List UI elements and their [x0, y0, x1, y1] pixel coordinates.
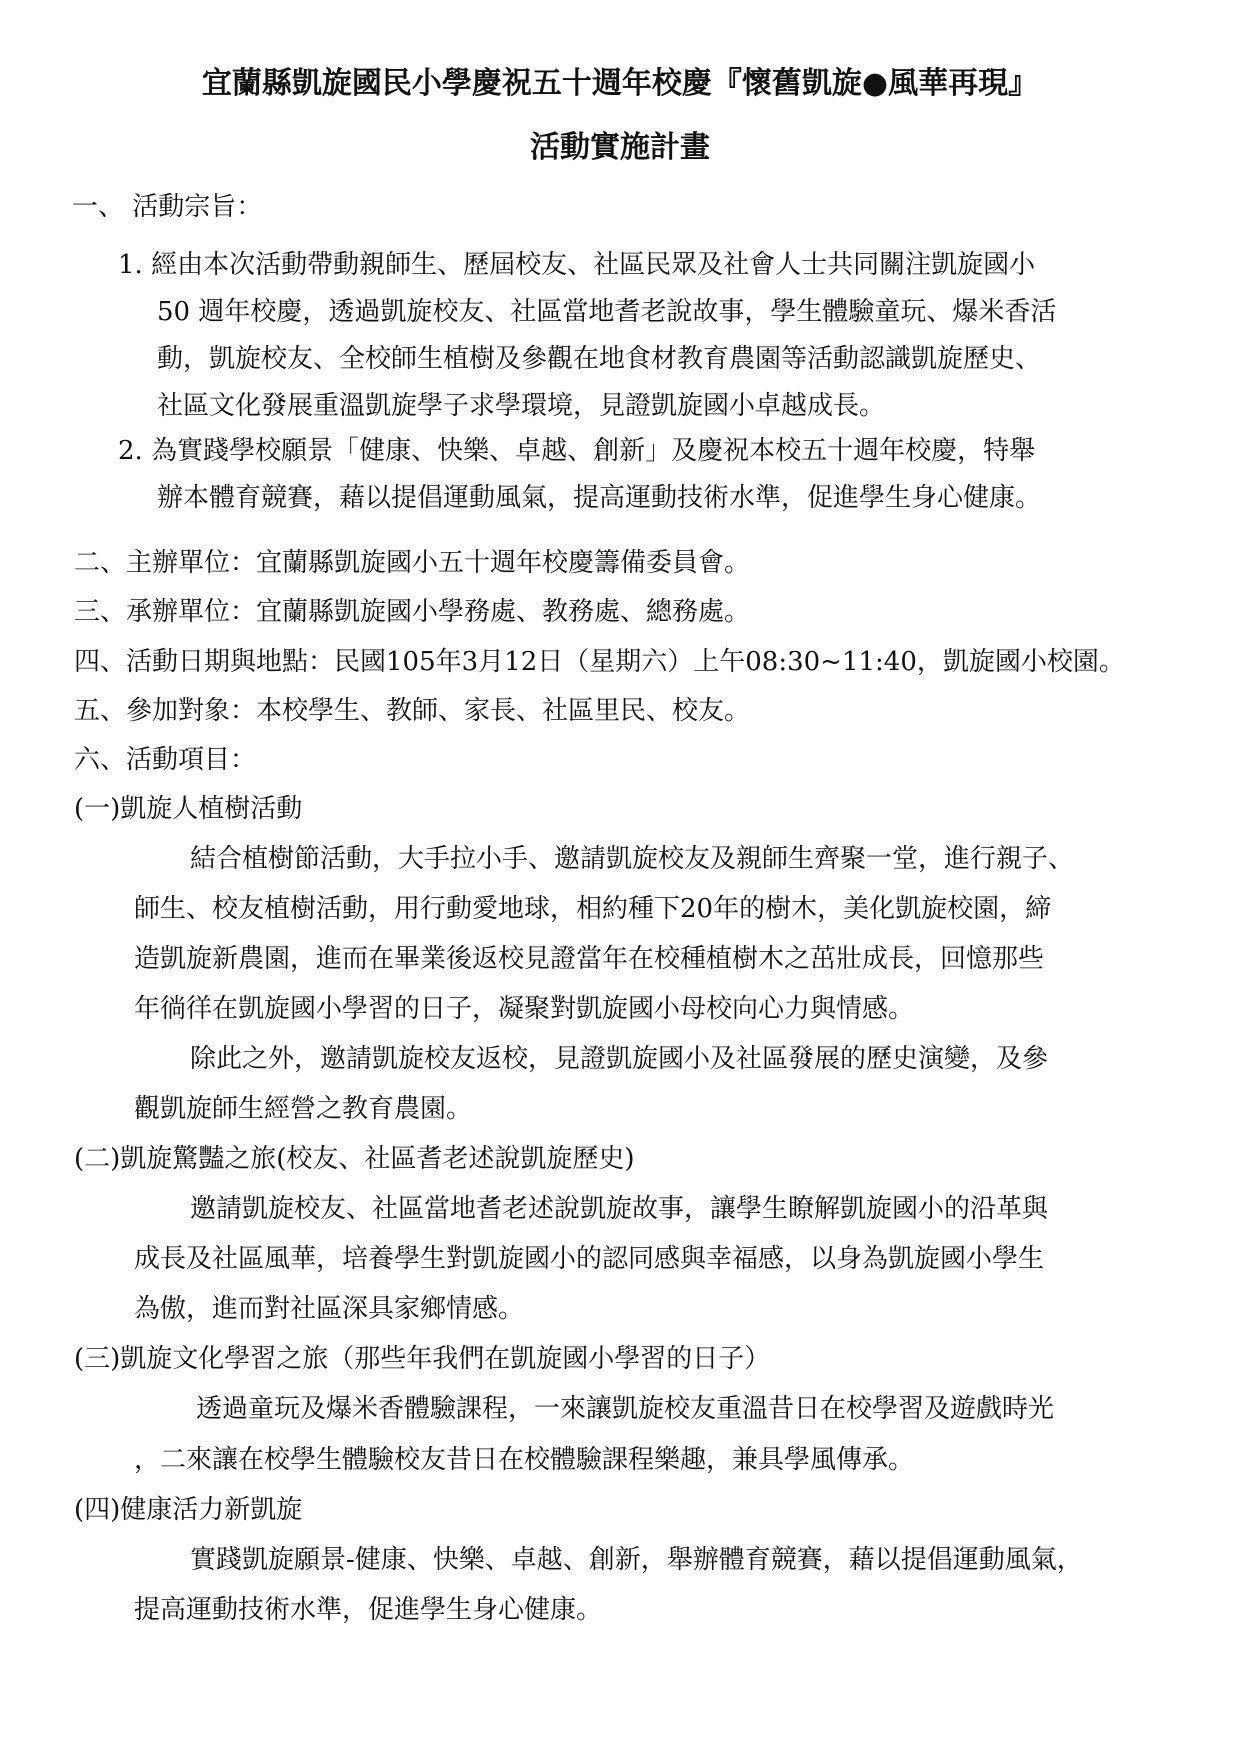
activity-4-line: 實踐凱旋願景-健康、快樂、卓越、創新，舉辦體育競賽，藉以提倡運動風氣， — [190, 1545, 1083, 1575]
activity-1-line: 年徜徉在凱旋國小學習的日子，凝聚對凱旋國小母校向心力與情感。 — [134, 994, 915, 1024]
purpose-item-2-line: 2. 為實踐學校願景「健康、快樂、卓越、創新」及慶祝本校五十週年校慶，特舉 — [118, 436, 1036, 466]
document-subtitle: 活動實施計畫 — [530, 130, 710, 165]
activity-4-heading: (四)健康活力新凱旋 — [74, 1495, 303, 1525]
activity-1-line: 觀凱旋師生經營之教育農園。 — [134, 1094, 473, 1124]
activity-2-line: 邀請凱旋校友、社區當地耆老述說凱旋故事，讓學生瞭解凱旋國小的沿革與 — [190, 1194, 1049, 1224]
purpose-item-2-line: 辦本體育競賽，藉以提倡運動風氣，提高運動技術水準，促進學生身心健康。 — [157, 483, 1042, 513]
purpose-item-1-line: 社區文化發展重溫凱旋學子求學環境，見證凱旋國小卓越成長。 — [157, 391, 886, 421]
section-3-executor: 三、承辦單位：宜蘭縣凱旋國小學務處、教務處、總務處。 — [74, 597, 751, 627]
purpose-item-1-line: 動，凱旋校友、全校師生植樹及參觀在地食材教育農園等活動認識凱旋歷史、 — [157, 344, 1042, 374]
purpose-item-1-line: 1. 經由本次活動帶動親師生、歷屆校友、社區民眾及社會人士共同關注凱旋國小 — [118, 250, 1036, 280]
activity-3-line: 透過童玩及爆米香體驗課程，一來讓凱旋校友重溫昔日在校學習及遊戲時光 — [196, 1394, 1055, 1424]
section-6-heading: 六、活動項目： — [74, 745, 257, 775]
activity-1-line: 除此之外，邀請凱旋校友返校，見證凱旋國小及社區發展的歷史演變，及參 — [190, 1044, 1049, 1074]
section-2-organizer: 二、主辦單位：宜蘭縣凱旋國小五十週年校慶籌備委員會。 — [74, 548, 751, 578]
activity-1-line: 結合植樹節活動，大手拉小手、邀請凱旋校友及親師生齊聚一堂，進行親子、 — [190, 844, 1075, 874]
section-1-heading: 一、 活動宗旨： — [72, 192, 263, 222]
document-title: 宜蘭縣凱旋國民小學慶祝五十週年校慶『懷舊凱旋●風華再現』 — [201, 66, 1039, 101]
activity-3-line: ，二來讓在校學生體驗校友昔日在校體驗課程樂趣，兼具學風傳承。 — [134, 1445, 915, 1475]
activity-1-line: 造凱旋新農園，進而在畢業後返校見證當年在校種植樹木之茁壯成長，回憶那些 — [134, 944, 1045, 974]
activity-2-line: 為傲，進而對社區深具家鄉情感。 — [134, 1294, 525, 1324]
section-4-date-location: 四、活動日期與地點：民國105年3月12日（星期六）上午08:30~11:40，凱旋國小校園。 — [74, 647, 1125, 677]
section-5-participants: 五、參加對象：本校學生、教師、家長、社區里民、校友。 — [74, 696, 751, 726]
activity-4-line: 提高運動技術水準，促進學生身心健康。 — [134, 1595, 603, 1625]
activity-1-heading: (一)凱旋人植樹活動 — [74, 794, 303, 824]
purpose-item-1-line: 50 週年校慶，透過凱旋校友、社區當地耆老說故事，學生體驗童玩、爆米香活 — [157, 297, 1057, 327]
activity-2-line: 成長及社區風華，培養學生對凱旋國小的認同感與幸福感，以身為凱旋國小學生 — [134, 1244, 1045, 1274]
activity-2-heading: (二)凱旋驚豔之旅(校友、社區耆老述說凱旋歷史) — [74, 1144, 635, 1174]
activity-1-line: 師生、校友植樹活動，用行動愛地球，相約種下20年的樹木，美化凱旋校園，締 — [134, 894, 1052, 924]
activity-3-heading: (三)凱旋文化學習之旅（那些年我們在凱旋國小學習的日子） — [74, 1344, 771, 1374]
